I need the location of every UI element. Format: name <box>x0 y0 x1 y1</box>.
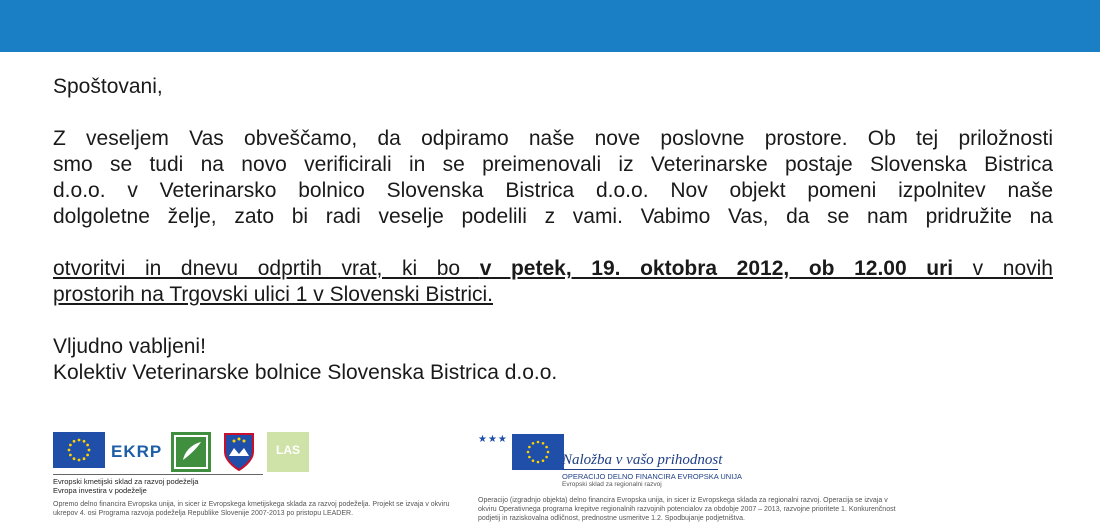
las-label: LAS <box>276 443 300 457</box>
caption-line1: Evropski kmetijski sklad za razvoj podeželja <box>53 477 199 486</box>
slovenia-crest-icon <box>221 432 257 472</box>
ekrp-label: EKRP <box>111 442 163 461</box>
event-line2: prostorih na Trgovski ulici 1 v Slovenski Bistrici. <box>53 283 493 306</box>
las-logo <box>267 432 309 472</box>
signature: Kolektiv Veterinarske bolnice Slovenska Bistrica d.o.o. <box>53 361 558 384</box>
event-tail: v novih <box>953 257 1053 280</box>
leader-logo <box>171 432 211 472</box>
closing: Vljudno vabljeni! <box>53 335 206 358</box>
eu-rural-caption <box>53 474 263 495</box>
ekrp-logo <box>111 432 163 468</box>
event-date: v petek, 19. oktobra 2012, ob 12.00 uri <box>479 257 954 280</box>
para1-line3: d.o.o. v Veterinarsko bolnico Slovenska Bistrica d.o.o. Nov objekt pomeni izpolnitev naše <box>53 179 1053 202</box>
eu-flag-icon <box>53 432 105 468</box>
funding-note-left: Opremo delno financira Evropska unija, in sicer iz Evropskega kmetijskega sklada za razvoj podeželja. Projekt se izvaja v okviru ukrepov 4. osi Programa razvoja podeželja Republike Slovenije 2007-2013 po pristopu LEADER. <box>53 501 450 517</box>
caption-line2: Evropa investira v podeželje <box>53 486 147 495</box>
regional-fund-logos <box>478 434 778 494</box>
slogan-divider <box>562 469 718 470</box>
investment-slogan: Naložba v vašo prihodnost <box>562 452 723 468</box>
para1-line2: smo se tudi na novo verificirali in se preimenovali iz Veterinarske postaje Slovenska Bistrica <box>53 153 1053 176</box>
para1-line1: Z veseljem Vas obveščamo, da odpiramo naše nove poslovne prostore. Ob tej priložnosti <box>53 127 1053 150</box>
regional-fund-label: Evropski sklad za regionalni razvoj <box>562 481 662 488</box>
funding-note-right: Operacijo (izgradnjo objekta) delno financira Evropska unija, in sicer iz Evropskega sklada za regionalni razvoj. Operacija se izvaja v okviru Operativnega programa krepitve regionalnih razvojnih potencialov za obdobje 2007 – 2013, razvojne prioritete 1. Konkurenčnost podjetij in raziskovalna odličnost, prednostne usmeritve 1.2. Spodbujanje podjetništva. <box>478 497 896 522</box>
invitation-letter <box>53 74 1053 386</box>
greeting: Spoštovani, <box>53 75 163 98</box>
stars-icon: ★★★ <box>478 434 508 445</box>
eu-flag-icon <box>512 434 564 470</box>
para1-line4: dolgoletne želje, zato bi radi veselje podelili z vami. Vabimo Vas, da se nam pridružite na <box>53 205 1053 228</box>
event-line1 <box>53 256 1053 282</box>
header-bar <box>0 0 1100 52</box>
eu-financing-label: OPERACIJO DELNO FINANCIRA EVROPSKA UNIJA <box>562 472 743 481</box>
event-intro: otvoritvi in dnevu odprtih vrat, ki bo <box>53 257 480 280</box>
